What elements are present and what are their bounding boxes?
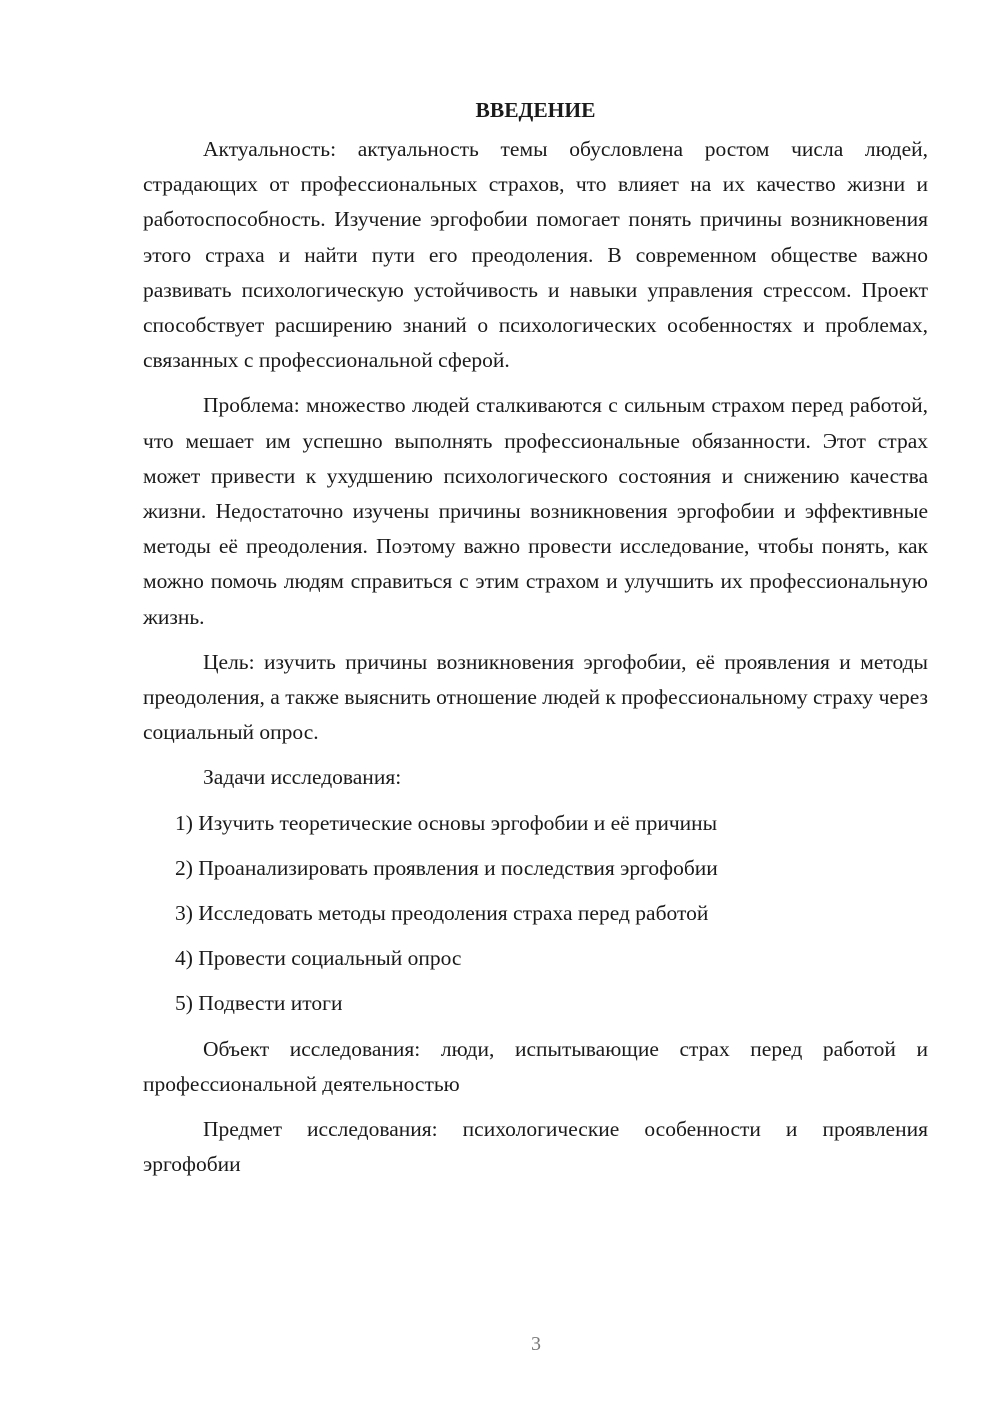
list-item: 3) Исследовать методы преодоления страха перед работой xyxy=(175,901,709,926)
list-item: 5) Подвести итоги xyxy=(175,991,343,1016)
page-number: 3 xyxy=(531,1333,541,1355)
list-item: 4) Провести социальный опрос xyxy=(175,946,462,971)
relevance-paragraph: Актуальность: актуальность темы обусловлена ростом числа людей, страдающих от профессиональных страхов, что влияет на их качество жизни и работоспособность. Изучение эргофобии помогает понять причины возникновения этого страха и найти пути его преодоления. В современном обществе важно развивать психологическую устойчивость и навыки управления стрессом. Проект способствует расширению знаний о психологических особенностях и проблемах, связанных с профессиональной сферой. xyxy=(143,137,928,373)
list-item: 2) Проанализировать проявления и последствия эргофобии xyxy=(175,855,718,880)
page-title: ВВЕДЕНИЕ xyxy=(475,98,596,122)
tasks-heading: Задачи исследования: xyxy=(203,765,402,790)
tasks-list xyxy=(143,806,928,1022)
list-item: 1) Изучить теоретические основы эргофобии и её причины xyxy=(175,810,718,835)
object-paragraph: Объект исследования: люди, испытывающие страх перед работой и профессиональной деятельностью xyxy=(143,1036,928,1096)
goal-paragraph: Цель: изучить причины возникновения эргофобии, её проявления и методы преодоления, а также выяснить отношение людей к профессиональному страху через социальный опрос. xyxy=(143,649,928,745)
subject-paragraph: Предмет исследования: психологические особенности и проявления эргофобии xyxy=(143,1117,928,1177)
document-page xyxy=(143,96,928,1192)
problem-paragraph: Проблема: множество людей сталкиваются с сильным страхом перед работой, что мешает им успешно выполнять профессиональные обязанности. Этот страх может привести к ухудшению психологического состояния и снижению качества жизни. Недостаточно изучены причины возникновения эргофобии и эффективные методы её преодоления. Поэтому важно провести исследование, чтобы понять, как можно помочь людям справиться с этим страхом и улучшить их профессиональную жизнь. xyxy=(143,393,928,629)
